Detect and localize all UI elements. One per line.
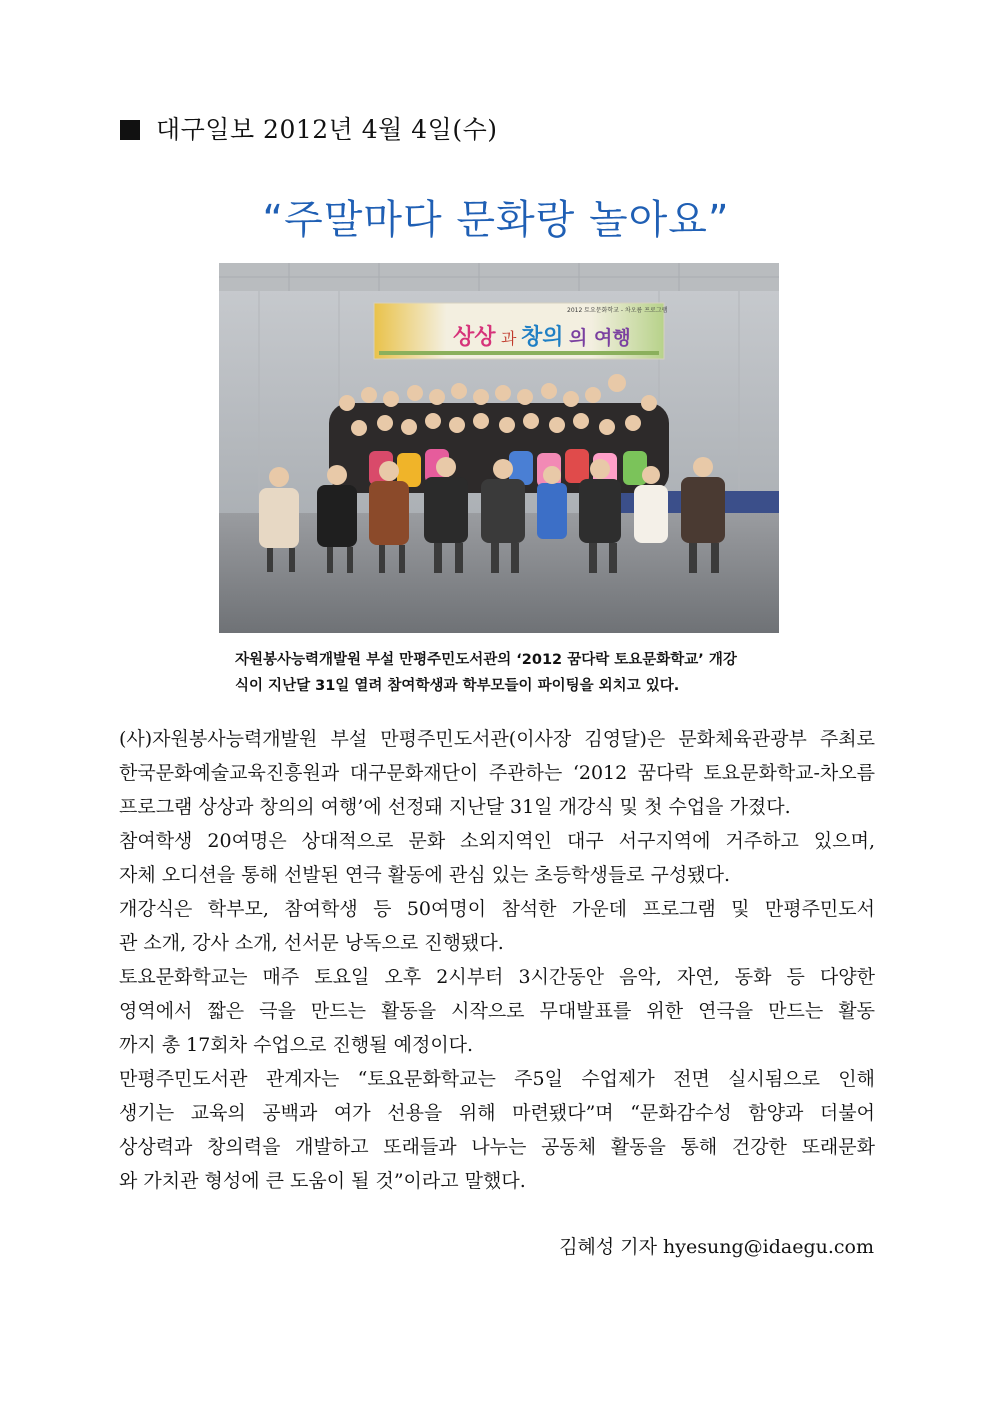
article-photo <box>219 263 779 633</box>
body-line: (사)자원봉사능력개발원 부설 만평주민도서관(이사장 김영달)은 문화체육관광부 주최로 <box>119 728 875 750</box>
headline: “주말마다 문화랑 놀아요” <box>262 197 730 243</box>
square-bullet-icon <box>120 120 140 140</box>
caption-line: 식이 지난달 31일 열려 참여학생과 학부모들이 파이팅을 외치고 있다. <box>235 678 680 694</box>
body-line: 생기는 교육의 공백과 여가 선용을 위해 마련됐다”며 “문화감수성 함양과 더불어 <box>119 1102 875 1124</box>
body-line: 까지 총 17회차 수업으로 진행될 예정이다. <box>119 1034 474 1056</box>
body-line: 자체 오디션을 통해 선발된 연극 활동에 관심 있는 초등학생들로 구성됐다. <box>119 864 731 886</box>
photo-caption <box>235 647 795 699</box>
body-line: 상상력과 창의력을 개발하고 또래들과 나누는 공동체 활동을 통해 건강한 또래문화 <box>119 1136 875 1158</box>
paragraph-2 <box>119 824 875 892</box>
body-line: 토요문화학교는 매주 토요일 오후 2시부터 3시간동안 음악, 자연, 동화 등 다양한 <box>119 966 875 988</box>
banner-title-3: 창의 <box>521 325 564 350</box>
byline: 김혜성 기자 hyesung@idaegu.com <box>559 1236 874 1258</box>
banner-title-2: 과 <box>501 329 517 348</box>
body-line: 만평주민도서관 관계자는 “토요문화학교는 주5일 수업제가 전면 실시됨으로 인해 <box>119 1068 875 1090</box>
source-text: 대구일보 2012년 4월 4일(수) <box>156 115 498 144</box>
body-line: 개강식은 학부모, 참여학생 등 50여명이 참석한 가운데 프로그램 및 만평주민도서 <box>119 898 875 920</box>
caption-line: 자원봉사능력개발원 부설 만평주민도서관의 ‘2012 꿈다락 토요문화학교’ 개강 <box>235 652 737 668</box>
body-line: 프로그램 상상과 창의의 여행’에 선정돼 지난달 31일 개강식 및 첫 수업을 가졌다. <box>119 796 791 818</box>
body-line: 참여학생 20여명은 상대적으로 문화 소외지역인 대구 서구지역에 거주하고 있으며, <box>119 830 875 852</box>
paragraph-1 <box>119 722 875 824</box>
banner-title-1: 상상 <box>453 325 496 350</box>
paragraph-3 <box>119 892 875 960</box>
paragraph-5 <box>119 1062 875 1198</box>
body-line: 와 가치관 형성에 큰 도움이 될 것”이라고 말했다. <box>119 1170 526 1192</box>
body-line: 관 소개, 강사 소개, 선서문 낭독으로 진행됐다. <box>119 932 504 954</box>
banner-small-text: 2012 토요문화학교 - 차오름 프로그램 <box>567 307 668 314</box>
banner-title-4: 의 여행 <box>569 327 631 349</box>
body-line: 한국문화예술교육진흥원과 대구문화재단이 주관하는 ‘2012 꿈다락 토요문화학교-차오름 <box>119 762 875 784</box>
paragraph-4 <box>119 960 875 1062</box>
source-line <box>120 112 497 148</box>
body-line: 영역에서 짧은 극을 만드는 활동을 시작으로 무대발표를 위한 연극을 만드는 활동 <box>119 1000 875 1022</box>
article-body <box>119 722 875 1198</box>
